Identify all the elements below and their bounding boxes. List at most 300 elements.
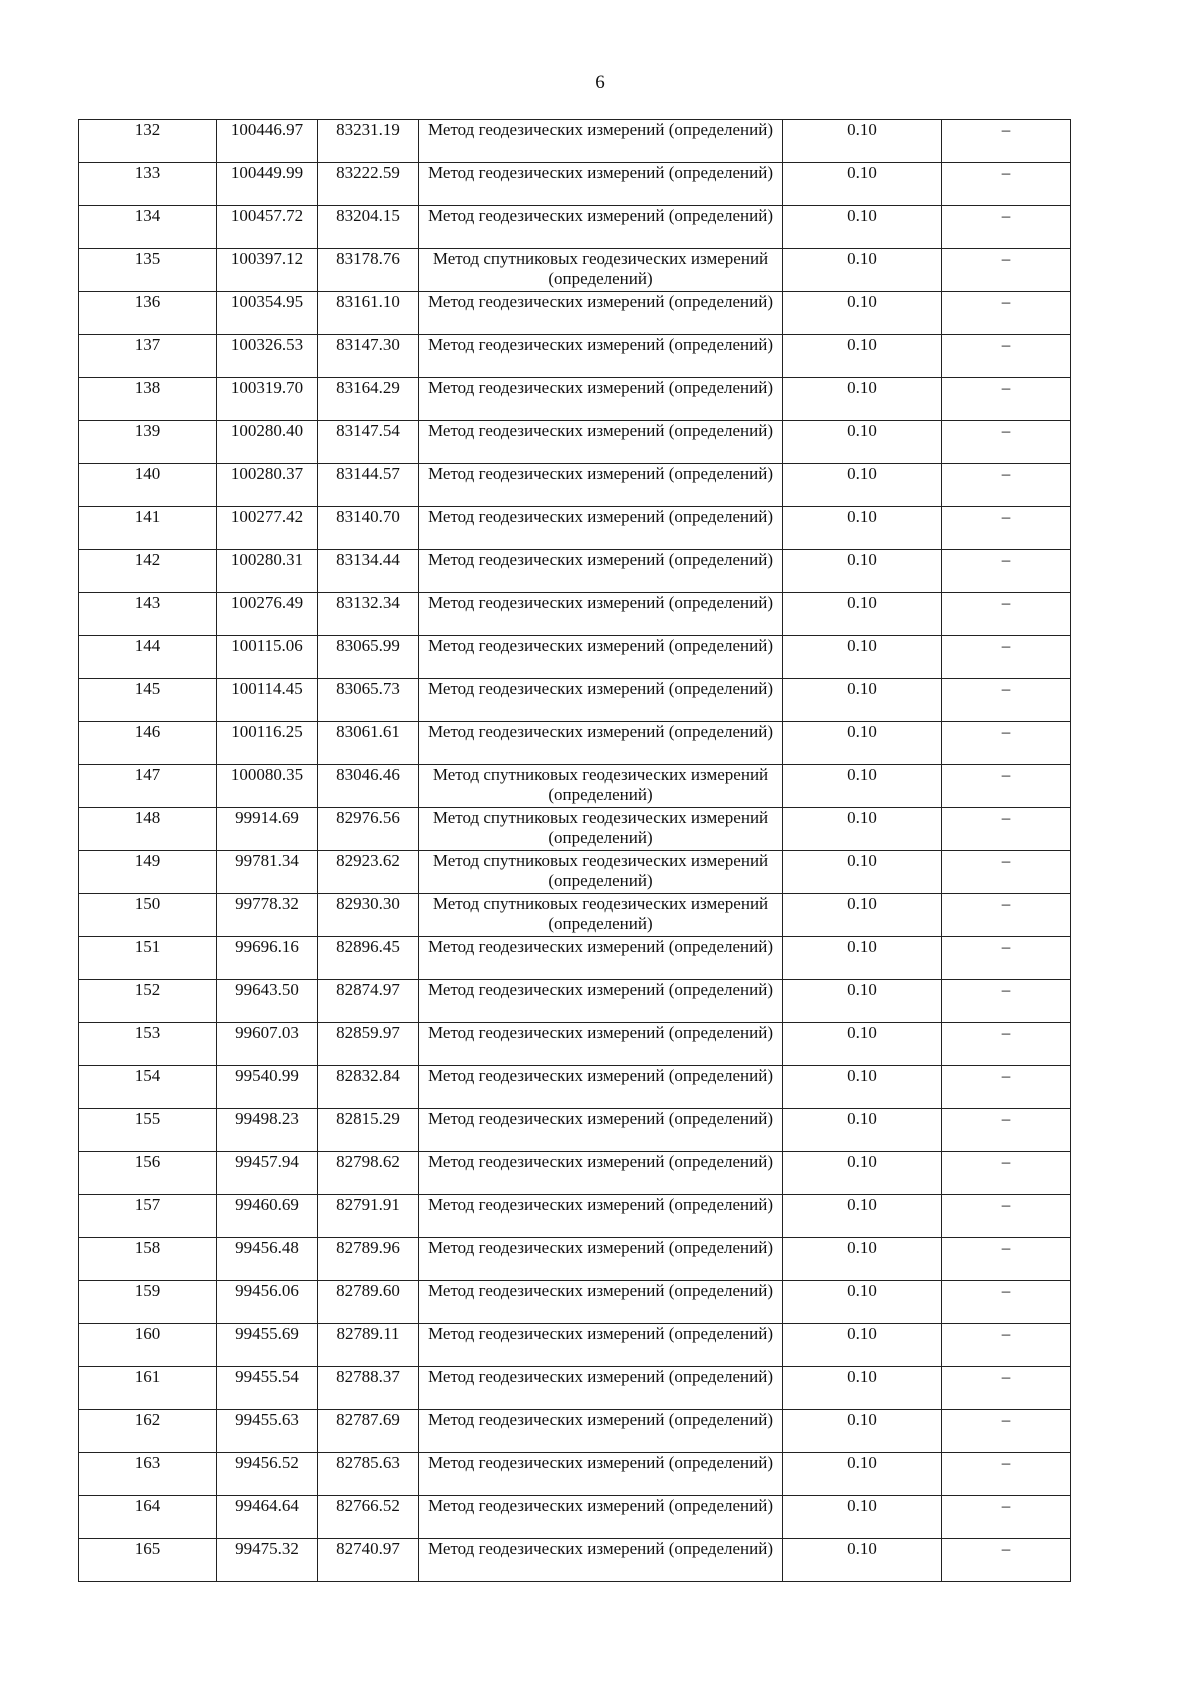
description-cell — [942, 1367, 1071, 1410]
accuracy-cell — [783, 421, 942, 464]
accuracy-cell — [783, 1324, 942, 1367]
table-row — [79, 292, 1071, 335]
accuracy-cell-text: 0.10 — [847, 808, 877, 827]
coordinate-y-cell-text: 83140.70 — [336, 507, 400, 526]
point-number-cell — [79, 378, 217, 421]
description-cell — [942, 636, 1071, 679]
method-cell — [419, 593, 783, 636]
description-cell — [942, 1238, 1071, 1281]
coordinate-y-cell — [318, 722, 419, 765]
table-row — [79, 722, 1071, 765]
table-row — [79, 120, 1071, 163]
point-number-cell-text: 136 — [134, 292, 161, 311]
description-cell-text: – — [1001, 1539, 1011, 1558]
description-cell — [942, 894, 1071, 937]
coordinate-x-cell-text: 100116.25 — [231, 722, 303, 741]
description-cell — [942, 1281, 1071, 1324]
coordinate-x-cell — [217, 550, 318, 593]
coordinate-y-cell — [318, 1238, 419, 1281]
description-cell-text: – — [1001, 120, 1011, 139]
description-cell-text: – — [1001, 1066, 1011, 1085]
method-cell-text: Метод геодезических измерений (определений) — [428, 1367, 773, 1386]
description-cell-text: – — [1001, 851, 1011, 870]
accuracy-cell-text: 0.10 — [847, 550, 877, 569]
coordinate-x-cell — [217, 722, 318, 765]
method-cell — [419, 1023, 783, 1066]
coordinate-x-cell — [217, 980, 318, 1023]
method-cell-text: Метод геодезических измерений (определений) — [428, 679, 773, 698]
description-cell-text: – — [1001, 1023, 1011, 1042]
table-row — [79, 1238, 1071, 1281]
method-cell — [419, 722, 783, 765]
accuracy-cell — [783, 765, 942, 808]
coordinate-x-cell-text: 99464.64 — [235, 1496, 299, 1515]
coordinate-x-cell-text: 100280.31 — [230, 550, 304, 569]
page-number: 6 — [595, 72, 605, 93]
point-number-cell — [79, 421, 217, 464]
point-number-cell — [79, 120, 217, 163]
accuracy-cell — [783, 378, 942, 421]
point-number-cell-text: 132 — [134, 120, 161, 139]
coordinate-y-cell-text: 83046.46 — [336, 765, 400, 784]
point-number-cell-text: 154 — [134, 1066, 161, 1085]
description-cell-text: – — [1001, 765, 1011, 784]
description-cell-text: – — [1001, 808, 1011, 827]
point-number-cell — [79, 1367, 217, 1410]
accuracy-cell-text: 0.10 — [847, 937, 877, 956]
coordinate-y-cell-text: 83231.19 — [336, 120, 400, 139]
accuracy-cell — [783, 636, 942, 679]
coordinate-y-cell-text: 83065.73 — [336, 679, 400, 698]
method-cell-text: Метод геодезических измерений (определений) — [428, 1109, 773, 1128]
point-number-cell-text: 137 — [134, 335, 161, 354]
method-cell — [419, 335, 783, 378]
coordinate-y-cell — [318, 894, 419, 937]
method-cell-text: Метод геодезических измерений (определений) — [428, 1410, 773, 1429]
accuracy-cell-text: 0.10 — [847, 292, 877, 311]
coordinates-table — [78, 119, 1071, 1582]
coordinate-y-cell-text: 82930.30 — [336, 894, 400, 913]
table-row — [79, 808, 1071, 851]
point-number-cell-text: 141 — [134, 507, 161, 526]
point-number-cell — [79, 1238, 217, 1281]
point-number-cell — [79, 1324, 217, 1367]
method-cell — [419, 1539, 783, 1582]
point-number-cell — [79, 292, 217, 335]
coordinate-x-cell — [217, 1066, 318, 1109]
accuracy-cell — [783, 163, 942, 206]
coordinate-y-cell — [318, 378, 419, 421]
table-row — [79, 937, 1071, 980]
method-cell — [419, 206, 783, 249]
coordinate-y-cell — [318, 249, 419, 292]
accuracy-cell-text: 0.10 — [847, 1109, 877, 1128]
coordinate-x-cell-text: 100326.53 — [230, 335, 304, 354]
description-cell — [942, 1152, 1071, 1195]
coordinate-y-cell-text: 82832.84 — [336, 1066, 400, 1085]
coordinate-y-cell-text: 83061.61 — [336, 722, 400, 741]
description-cell — [942, 937, 1071, 980]
method-cell — [419, 851, 783, 894]
method-cell-text: Метод геодезических измерений (определений) — [428, 507, 773, 526]
method-cell — [419, 937, 783, 980]
method-cell-text: Метод геодезических измерений (определений) — [428, 980, 773, 999]
table-row — [79, 1324, 1071, 1367]
coordinate-y-cell — [318, 1109, 419, 1152]
point-number-cell-text: 160 — [134, 1324, 161, 1343]
description-cell-text: – — [1001, 937, 1011, 956]
accuracy-cell-text: 0.10 — [847, 1195, 877, 1214]
point-number-cell — [79, 937, 217, 980]
table-row — [79, 1152, 1071, 1195]
accuracy-cell — [783, 120, 942, 163]
accuracy-cell-text: 0.10 — [847, 1023, 877, 1042]
description-cell-text: – — [1001, 464, 1011, 483]
accuracy-cell-text: 0.10 — [847, 1410, 877, 1429]
point-number-cell-text: 133 — [134, 163, 161, 182]
accuracy-cell — [783, 335, 942, 378]
table-row — [79, 550, 1071, 593]
coordinate-x-cell — [217, 1367, 318, 1410]
coordinate-y-cell-text: 82976.56 — [336, 808, 400, 827]
description-cell-text: – — [1001, 378, 1011, 397]
point-number-cell — [79, 722, 217, 765]
coordinate-y-cell-text: 82785.63 — [336, 1453, 400, 1472]
accuracy-cell — [783, 722, 942, 765]
method-cell — [419, 679, 783, 722]
accuracy-cell — [783, 1539, 942, 1582]
method-cell-text: Метод геодезических измерений (определений) — [428, 335, 773, 354]
description-cell — [942, 335, 1071, 378]
description-cell — [942, 206, 1071, 249]
coordinate-x-cell — [217, 1195, 318, 1238]
coordinate-x-cell-text: 99540.99 — [235, 1066, 299, 1085]
point-number-cell — [79, 1410, 217, 1453]
description-cell-text: – — [1001, 249, 1011, 268]
table-row — [79, 464, 1071, 507]
description-cell-text: – — [1001, 163, 1011, 182]
point-number-cell — [79, 335, 217, 378]
description-cell-text: – — [1001, 1496, 1011, 1515]
description-cell-text: – — [1001, 1152, 1011, 1171]
coordinate-y-cell — [318, 1367, 419, 1410]
coordinate-x-cell — [217, 1109, 318, 1152]
accuracy-cell-text: 0.10 — [847, 335, 877, 354]
point-number-cell — [79, 206, 217, 249]
coordinate-x-cell — [217, 421, 318, 464]
coordinate-x-cell-text: 99778.32 — [235, 894, 299, 913]
accuracy-cell — [783, 1367, 942, 1410]
table-row — [79, 206, 1071, 249]
point-number-cell-text: 145 — [134, 679, 161, 698]
coordinate-x-cell — [217, 765, 318, 808]
coordinate-x-cell — [217, 163, 318, 206]
point-number-cell-text: 138 — [134, 378, 161, 397]
description-cell — [942, 1539, 1071, 1582]
accuracy-cell-text: 0.10 — [847, 1324, 877, 1343]
point-number-cell-text: 151 — [134, 937, 161, 956]
point-number-cell — [79, 1066, 217, 1109]
coordinate-x-cell — [217, 894, 318, 937]
accuracy-cell — [783, 851, 942, 894]
coordinate-x-cell-text: 100115.06 — [231, 636, 303, 655]
accuracy-cell — [783, 1453, 942, 1496]
coordinate-y-cell — [318, 507, 419, 550]
coordinate-x-cell-text: 100397.12 — [230, 249, 304, 268]
point-number-cell — [79, 163, 217, 206]
table-row — [79, 1539, 1071, 1582]
point-number-cell — [79, 1281, 217, 1324]
point-number-cell-text: 152 — [134, 980, 161, 999]
coordinate-x-cell-text: 99460.69 — [235, 1195, 299, 1214]
accuracy-cell-text: 0.10 — [847, 1367, 877, 1386]
coordinate-y-cell — [318, 937, 419, 980]
method-cell-text: Метод геодезических измерений (определений) — [428, 1152, 773, 1171]
description-cell-text: – — [1001, 550, 1011, 569]
coordinate-y-cell — [318, 1195, 419, 1238]
method-cell — [419, 378, 783, 421]
coordinate-y-cell-text: 82789.96 — [336, 1238, 400, 1257]
coordinate-x-cell-text: 100276.49 — [230, 593, 304, 612]
coordinate-y-cell — [318, 1023, 419, 1066]
method-cell — [419, 1152, 783, 1195]
accuracy-cell-text: 0.10 — [847, 1539, 877, 1558]
table-row — [79, 1410, 1071, 1453]
description-cell-text: – — [1001, 292, 1011, 311]
method-cell — [419, 808, 783, 851]
coordinate-y-cell — [318, 1496, 419, 1539]
method-cell — [419, 1324, 783, 1367]
method-cell — [419, 980, 783, 1023]
description-cell — [942, 1066, 1071, 1109]
method-cell-text: Метод геодезических измерений (определений) — [428, 550, 773, 569]
method-cell — [419, 1496, 783, 1539]
method-cell-text: Метод геодезических измерений (определений) — [428, 1453, 773, 1472]
method-cell — [419, 1453, 783, 1496]
table-row — [79, 679, 1071, 722]
accuracy-cell-text: 0.10 — [847, 421, 877, 440]
coordinate-y-cell — [318, 679, 419, 722]
table-row — [79, 1367, 1071, 1410]
method-cell — [419, 1066, 783, 1109]
coordinate-x-cell — [217, 851, 318, 894]
method-cell — [419, 894, 783, 937]
coordinate-y-cell — [318, 550, 419, 593]
method-cell-text: Метод геодезических измерений (определений) — [428, 722, 773, 741]
coordinate-y-cell-text: 83178.76 — [336, 249, 400, 268]
coordinate-x-cell — [217, 206, 318, 249]
method-cell-text: Метод геодезических измерений (определений) — [428, 120, 773, 139]
point-number-cell-text: 144 — [134, 636, 161, 655]
point-number-cell — [79, 593, 217, 636]
method-cell — [419, 292, 783, 335]
coordinate-x-cell — [217, 249, 318, 292]
coordinate-y-cell-text: 83147.30 — [336, 335, 400, 354]
coordinate-x-cell-text: 99455.54 — [235, 1367, 299, 1386]
description-cell — [942, 550, 1071, 593]
coordinate-x-cell — [217, 1152, 318, 1195]
coordinate-x-cell — [217, 679, 318, 722]
coordinate-x-cell-text: 100280.37 — [230, 464, 304, 483]
accuracy-cell-text: 0.10 — [847, 249, 877, 268]
coordinate-y-cell-text: 82798.62 — [336, 1152, 400, 1171]
coordinate-y-cell — [318, 765, 419, 808]
description-cell — [942, 1109, 1071, 1152]
point-number-cell-text: 146 — [134, 722, 161, 741]
accuracy-cell-text: 0.10 — [847, 1066, 877, 1085]
coordinate-x-cell-text: 100446.97 — [230, 120, 304, 139]
point-number-cell-text: 153 — [134, 1023, 161, 1042]
point-number-cell — [79, 507, 217, 550]
coordinate-y-cell — [318, 851, 419, 894]
coordinate-y-cell-text: 83204.15 — [336, 206, 400, 225]
coordinate-y-cell-text: 82789.11 — [336, 1324, 400, 1343]
description-cell — [942, 1195, 1071, 1238]
accuracy-cell-text: 0.10 — [847, 1152, 877, 1171]
point-number-cell — [79, 1109, 217, 1152]
coordinate-x-cell-text: 99456.48 — [235, 1238, 299, 1257]
description-cell — [942, 679, 1071, 722]
description-cell-text: – — [1001, 206, 1011, 225]
coordinate-y-cell-text: 82896.45 — [336, 937, 400, 956]
table-row — [79, 1023, 1071, 1066]
description-cell-text: – — [1001, 335, 1011, 354]
coordinate-x-cell — [217, 593, 318, 636]
method-cell-text: Метод геодезических измерений (определений) — [428, 1023, 773, 1042]
method-cell-text: Метод геодезических измерений (определений) — [428, 1496, 773, 1515]
point-number-cell — [79, 851, 217, 894]
accuracy-cell — [783, 1238, 942, 1281]
point-number-cell-text: 142 — [134, 550, 161, 569]
point-number-cell-text: 161 — [134, 1367, 161, 1386]
description-cell-text: – — [1001, 1324, 1011, 1343]
accuracy-cell — [783, 1195, 942, 1238]
description-cell — [942, 1324, 1071, 1367]
description-cell — [942, 507, 1071, 550]
description-cell — [942, 378, 1071, 421]
description-cell-text: – — [1001, 636, 1011, 655]
point-number-cell — [79, 1023, 217, 1066]
point-number-cell — [79, 894, 217, 937]
description-cell-text: – — [1001, 1238, 1011, 1257]
point-number-cell-text: 143 — [134, 593, 161, 612]
coordinate-y-cell — [318, 1281, 419, 1324]
method-cell-text: Метод геодезических измерений (определений) — [428, 292, 773, 311]
table-row — [79, 636, 1071, 679]
accuracy-cell-text: 0.10 — [847, 722, 877, 741]
point-number-cell — [79, 1453, 217, 1496]
table-row — [79, 163, 1071, 206]
description-cell — [942, 765, 1071, 808]
point-number-cell-text: 164 — [134, 1496, 161, 1515]
method-cell — [419, 636, 783, 679]
accuracy-cell — [783, 292, 942, 335]
method-cell-text: Метод геодезических измерений (определений) — [428, 1238, 773, 1257]
method-cell — [419, 249, 783, 292]
coordinate-y-cell — [318, 335, 419, 378]
coordinate-y-cell — [318, 464, 419, 507]
coordinate-x-cell — [217, 378, 318, 421]
coordinate-y-cell-text: 82766.52 — [336, 1496, 400, 1515]
point-number-cell-text: 158 — [134, 1238, 161, 1257]
accuracy-cell-text: 0.10 — [847, 464, 877, 483]
point-number-cell-text: 147 — [134, 765, 161, 784]
accuracy-cell-text: 0.10 — [847, 1238, 877, 1257]
description-cell — [942, 808, 1071, 851]
description-cell — [942, 593, 1071, 636]
table-row — [79, 507, 1071, 550]
method-cell — [419, 163, 783, 206]
coordinate-x-cell — [217, 335, 318, 378]
accuracy-cell-text: 0.10 — [847, 1453, 877, 1472]
method-cell-text: Метод геодезических измерений (определений) — [428, 636, 773, 655]
coordinate-x-cell — [217, 292, 318, 335]
coordinate-x-cell-text: 99696.16 — [235, 937, 299, 956]
accuracy-cell — [783, 1281, 942, 1324]
point-number-cell-text: 148 — [134, 808, 161, 827]
coordinate-x-cell — [217, 1281, 318, 1324]
accuracy-cell — [783, 808, 942, 851]
coordinate-x-cell — [217, 808, 318, 851]
description-cell-text: – — [1001, 1281, 1011, 1300]
accuracy-cell — [783, 1496, 942, 1539]
description-cell-text: – — [1001, 679, 1011, 698]
accuracy-cell-text: 0.10 — [847, 894, 877, 913]
point-number-cell — [79, 1539, 217, 1582]
accuracy-cell — [783, 206, 942, 249]
point-number-cell-text: 150 — [134, 894, 161, 913]
coordinate-y-cell-text: 83065.99 — [336, 636, 400, 655]
description-cell — [942, 120, 1071, 163]
point-number-cell — [79, 464, 217, 507]
point-number-cell-text: 135 — [134, 249, 161, 268]
coordinate-y-cell-text: 82923.62 — [336, 851, 400, 870]
coordinate-y-cell — [318, 636, 419, 679]
accuracy-cell — [783, 464, 942, 507]
accuracy-cell — [783, 1066, 942, 1109]
coordinate-x-cell — [217, 937, 318, 980]
point-number-cell — [79, 980, 217, 1023]
coordinate-x-cell — [217, 1023, 318, 1066]
point-number-cell-text: 149 — [134, 851, 161, 870]
coordinate-y-cell-text: 82788.37 — [336, 1367, 400, 1386]
method-cell — [419, 120, 783, 163]
coordinate-x-cell — [217, 1410, 318, 1453]
point-number-cell — [79, 808, 217, 851]
method-cell — [419, 1238, 783, 1281]
table-row — [79, 851, 1071, 894]
description-cell-text: – — [1001, 1109, 1011, 1128]
method-cell-text: Метод спутниковых геодезических измерений (определений) — [432, 851, 769, 890]
method-cell — [419, 1109, 783, 1152]
point-number-cell — [79, 550, 217, 593]
point-number-cell — [79, 249, 217, 292]
description-cell-text: – — [1001, 722, 1011, 741]
coordinate-y-cell-text: 83161.10 — [336, 292, 400, 311]
accuracy-cell-text: 0.10 — [847, 593, 877, 612]
description-cell — [942, 980, 1071, 1023]
method-cell — [419, 550, 783, 593]
coordinate-y-cell-text: 82740.97 — [336, 1539, 400, 1558]
accuracy-cell — [783, 937, 942, 980]
coordinate-y-cell — [318, 1066, 419, 1109]
method-cell-text: Метод геодезических измерений (определений) — [428, 206, 773, 225]
accuracy-cell — [783, 593, 942, 636]
accuracy-cell-text: 0.10 — [847, 1281, 877, 1300]
method-cell-text: Метод спутниковых геодезических измерений (определений) — [432, 808, 769, 847]
coordinate-y-cell-text: 83144.57 — [336, 464, 400, 483]
method-cell-text: Метод геодезических измерений (определений) — [428, 1195, 773, 1214]
